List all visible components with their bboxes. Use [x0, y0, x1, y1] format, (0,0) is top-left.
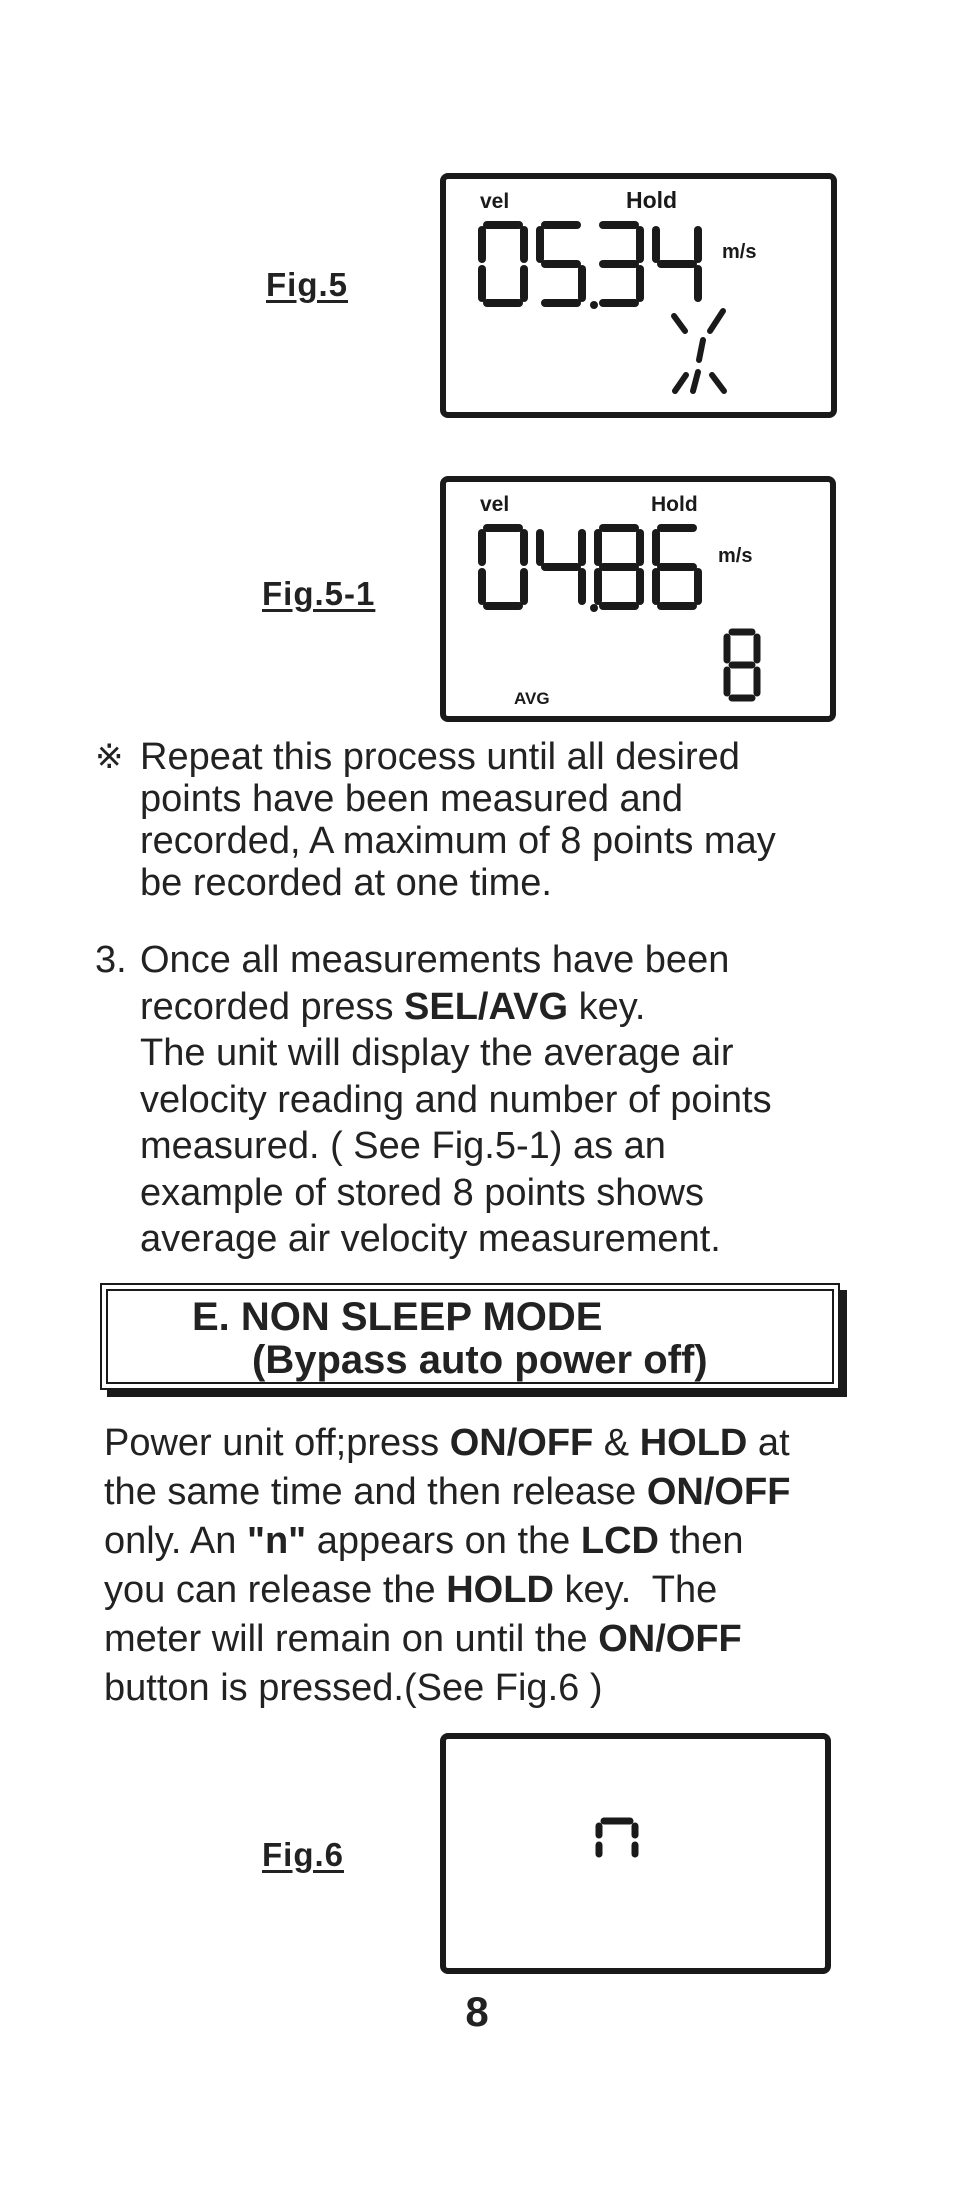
step-line: The unit will display the average air	[140, 1032, 734, 1074]
para-text: &	[593, 1422, 640, 1464]
note-line: be recorded at one time.	[140, 862, 552, 904]
step-line: example of stored 8 points shows	[140, 1171, 704, 1214]
fig5-1-avg-tag: AVG	[514, 689, 550, 708]
fig5-1-label: Fig.5-1	[262, 575, 376, 612]
para-text: only. An	[104, 1520, 247, 1562]
para-text: Power unit off;press	[104, 1422, 450, 1464]
para-line	[104, 1664, 904, 1713]
page-number: 8	[465, 1988, 489, 2035]
on-off-key: ON/OFF	[646, 1471, 791, 1513]
lcd-term: LCD	[580, 1520, 659, 1562]
decimal-point	[590, 604, 598, 612]
fig5-1-lcd-svg	[446, 482, 830, 716]
fig5-hold-tag: Hold	[626, 187, 678, 213]
fig5-lcd-svg	[446, 179, 831, 412]
hold-key: HOLD	[639, 1422, 748, 1464]
fig5-blink-indicator	[674, 311, 724, 391]
on-off-key: ON/OFF	[449, 1422, 594, 1464]
para-line	[104, 1517, 904, 1566]
para-text: then	[658, 1520, 744, 1562]
fig5-lcd-display	[440, 173, 837, 418]
fig5-1-hold-tag: Hold	[651, 493, 698, 516]
fig5-1-count-digit	[727, 632, 757, 698]
step-number: 3.	[95, 939, 127, 981]
step-3-text	[140, 937, 895, 1263]
fig6-lcd-display	[440, 1733, 831, 1974]
step-line: velocity reading and number of points	[140, 1078, 772, 1121]
fig5-1-unit-tag: m/s	[718, 545, 753, 567]
step-line: average air velocity measurement.	[140, 1218, 721, 1260]
repeat-note	[95, 736, 875, 904]
section-header-box	[100, 1283, 840, 1390]
on-off-key: ON/OFF	[598, 1618, 742, 1660]
fig5-label: Fig.5	[266, 266, 349, 303]
para-text: at	[747, 1422, 790, 1464]
note-line: points have been measured and	[140, 778, 683, 820]
step-line	[140, 984, 895, 1031]
note-line: recorded, A maximum of 8 points may	[140, 820, 776, 862]
step-line: Once all measurements have been	[140, 939, 730, 981]
n-symbol: "n"	[246, 1520, 307, 1562]
para-text: you can release the	[104, 1569, 447, 1611]
para-text: meter will remain on until the	[104, 1618, 599, 1660]
fig5-unit-tag: m/s	[722, 241, 757, 263]
section-subtitle: (Bypass auto power off)	[252, 1338, 708, 1382]
note-line: Repeat this process until all desired	[140, 736, 740, 778]
para-text: key. The	[553, 1569, 718, 1611]
decimal-point	[590, 301, 598, 309]
para-text: appears on the	[306, 1520, 581, 1562]
sel-avg-key: SEL/AVG	[404, 985, 569, 1028]
fig6-label: Fig.6	[262, 1836, 345, 1873]
fig5-1-vel-tag: vel	[480, 493, 510, 516]
step-text: recorded press	[140, 985, 405, 1028]
fig5-reading-digits	[482, 225, 698, 309]
hold-key: HOLD	[446, 1569, 554, 1611]
para-line	[104, 1566, 904, 1615]
step-text: key.	[568, 985, 646, 1028]
para-text: the same time and then release	[104, 1471, 647, 1513]
section-title: E. NON SLEEP MODE	[192, 1295, 603, 1339]
fig6-lcd-svg	[446, 1739, 825, 1968]
fig5-vel-tag: vel	[480, 190, 510, 213]
para-line	[104, 1468, 904, 1517]
step-3	[95, 937, 895, 1263]
fig5-1-lcd-display	[440, 476, 836, 722]
reference-mark-icon: ※	[95, 737, 124, 777]
repeat-note-text	[140, 736, 875, 904]
para-line	[104, 1615, 904, 1664]
non-sleep-instructions	[104, 1419, 904, 1713]
step-line: measured. ( See Fig.5-1) as an	[140, 1125, 666, 1167]
para-line	[104, 1419, 904, 1468]
fig6-n-symbol	[599, 1821, 635, 1854]
para-text: button is pressed.(See Fig.6 )	[104, 1667, 603, 1709]
fig5-1-reading-digits	[482, 528, 698, 612]
